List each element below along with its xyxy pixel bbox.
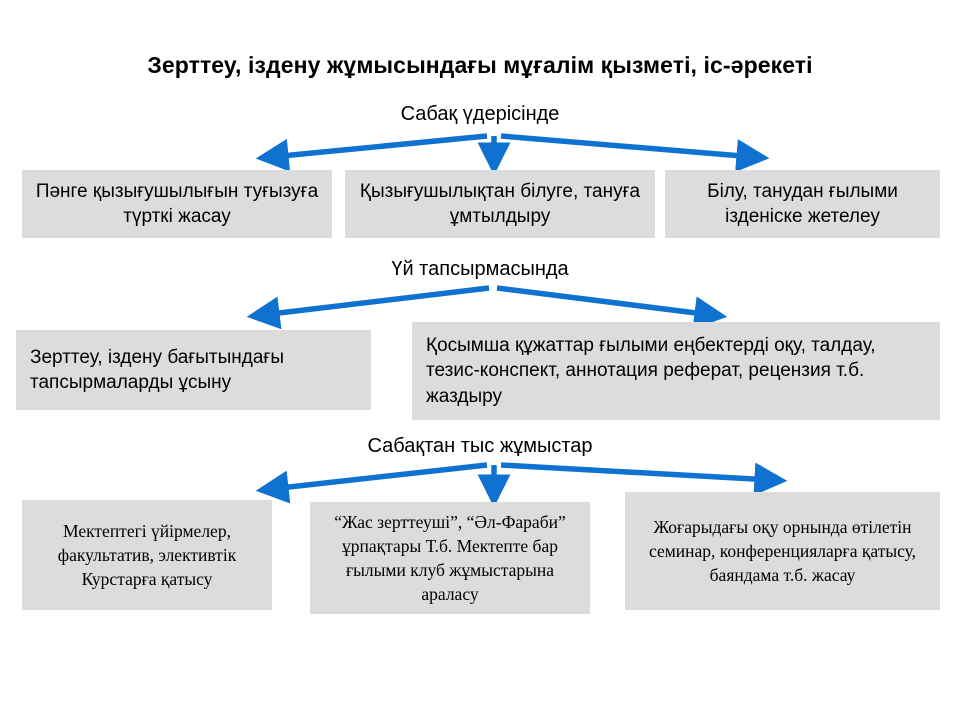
section-label-extracurricular: Сабақтан тыс жұмыстар [367,435,593,457]
box-homework-2: Қосымша құжаттар ғылыми еңбектерді оқу, талдау, тезис-конспект, аннотация реферат, рецензия т.б. жаздыру [412,322,940,420]
box-lesson-2: Қызығушылықтан білуге, тануға ұмтылдыру [345,170,655,238]
box-homework-1: Зерттеу, іздену бағытындағы тапсырмаларды ұсыну [16,330,371,410]
box-extracurricular-3: Жоғарыдағы оқу орнында өтілетін семинар, конференцияларға қатысу, баяндама т.б. жасау [625,492,940,610]
section-label-homework: Үй тапсырмасында [391,258,569,280]
box-lesson-3: Білу, танудан ғылыми ізденіске жетелеу [665,170,940,238]
box-extracurricular-2: “Жас зерттеуші”, “Әл-Фараби” ұрпақтары Т.б. Мектепте бар ғылыми клуб жұмыстарына араласу [310,502,590,614]
box-lesson-1: Пәнге қызығушылығын туғызуға түрткі жасау [22,170,332,238]
box-extracurricular-1: Мектептегі үйірмелер, факультатив, элективтік Курстарға қатысу [22,500,272,610]
page-title: Зерттеу, іздену жұмысындағы мұғалім қызметі, іс-әрекеті [147,52,813,78]
section-label-lesson: Сабақ үдерісінде [400,103,560,125]
